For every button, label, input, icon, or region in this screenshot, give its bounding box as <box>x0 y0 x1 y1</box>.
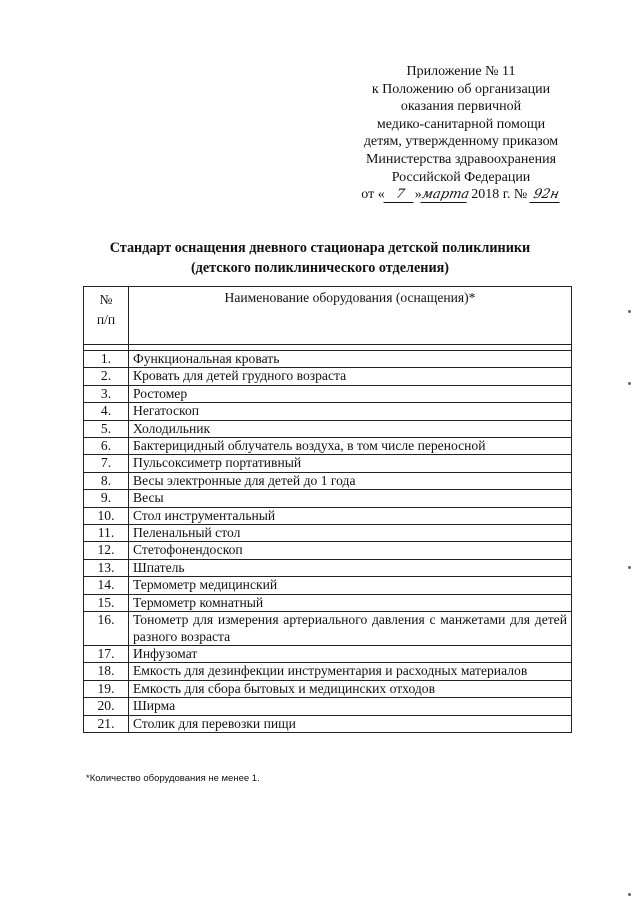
table-row <box>84 455 572 472</box>
row-number: 11. <box>84 525 129 542</box>
row-equipment-name: Ростомер <box>129 385 572 402</box>
row-equipment-name: Инфузомат <box>129 645 572 662</box>
table-row <box>84 351 572 368</box>
date-year: 2018 г. <box>471 187 511 203</box>
row-number: 14. <box>84 577 129 594</box>
table-row <box>84 612 572 646</box>
appendix-line: Приложение № 11 <box>406 64 516 79</box>
appendix-header <box>330 63 592 204</box>
row-number: 19. <box>84 680 129 697</box>
table-row <box>84 542 572 559</box>
table-row <box>84 420 572 437</box>
title-line-1: Стандарт оснащения дневного стационара детской поликлиники <box>109 240 531 256</box>
table-row <box>84 680 572 697</box>
row-number: 10. <box>84 507 129 524</box>
row-number: 8. <box>84 472 129 489</box>
header-name-cell: Наименование оборудования (оснащения)* <box>129 287 572 345</box>
handwritten-month: марта <box>420 187 471 203</box>
table-row <box>84 403 572 420</box>
row-equipment-name: Кровать для детей грудного возраста <box>129 368 572 385</box>
handwritten-day: 7 <box>383 188 416 203</box>
appendix-line: к Положению об организации <box>371 81 551 97</box>
table-row <box>84 559 572 576</box>
appendix-line: детям, утвержденному приказом <box>363 134 559 150</box>
appendix-line: Министерства здравоохранения <box>365 151 557 167</box>
header-number-cell <box>84 287 129 345</box>
row-number: 15. <box>84 594 129 611</box>
row-number: 12. <box>84 542 129 559</box>
appendix-line: медико-санитарной помощи <box>376 116 546 132</box>
row-equipment-name: Пеленальный стол <box>129 525 572 542</box>
row-equipment-name: Стетофонендоскоп <box>129 542 572 559</box>
equipment-table <box>83 286 572 733</box>
row-equipment-name: Термометр комнатный <box>129 594 572 611</box>
table-row <box>84 385 572 402</box>
scan-speck <box>628 566 631 569</box>
row-equipment-name: Весы <box>129 490 572 507</box>
row-number: 6. <box>84 438 129 455</box>
row-number: 18. <box>84 663 129 680</box>
row-number: 1. <box>84 351 129 368</box>
row-equipment-name: Пульсоксиметр портативный <box>129 455 572 472</box>
row-equipment-name: Негатоскоп <box>129 403 572 420</box>
row-equipment-name: Емкость для дезинфекции инструментария и расходных материалов <box>129 663 572 680</box>
table-header-row <box>84 287 572 345</box>
footnote: *Количество оборудования не менее 1. <box>86 773 260 784</box>
table-row <box>84 490 572 507</box>
table-row <box>84 645 572 662</box>
row-number: 5. <box>84 420 129 437</box>
header-number-symbol: № <box>99 292 113 307</box>
row-equipment-name: Функциональная кровать <box>129 351 572 368</box>
row-number: 21. <box>84 715 129 732</box>
table-row <box>84 715 572 732</box>
row-number: 2. <box>84 368 129 385</box>
order-date-line <box>330 186 592 204</box>
handwritten-order-number: 92н <box>529 188 562 203</box>
header-number-abbrev: п/п <box>96 312 116 327</box>
appendix-line: Российской Федерации <box>391 169 531 185</box>
table-row <box>84 438 572 455</box>
order-number-label: № <box>513 187 528 203</box>
date-prefix: от « <box>361 187 385 203</box>
row-number: 4. <box>84 403 129 420</box>
table-row <box>84 368 572 385</box>
table-row <box>84 472 572 489</box>
row-number: 20. <box>84 698 129 715</box>
table-row <box>84 507 572 524</box>
row-equipment-name: Термометр медицинский <box>129 577 572 594</box>
table-row <box>84 594 572 611</box>
row-equipment-name: Стол инструментальный <box>129 507 572 524</box>
row-number: 17. <box>84 645 129 662</box>
row-equipment-name: Тонометр для измерения артериального давления с манжетами для детей разного возраста <box>129 612 572 646</box>
scan-speck <box>628 310 631 313</box>
row-equipment-name: Холодильник <box>129 420 572 437</box>
row-number: 3. <box>84 385 129 402</box>
document-title <box>40 238 600 278</box>
row-number: 9. <box>84 490 129 507</box>
row-number: 7. <box>84 455 129 472</box>
scan-speck <box>628 893 631 896</box>
row-number: 13. <box>84 559 129 576</box>
appendix-line: оказания первичной <box>400 99 522 115</box>
scan-speck <box>628 382 631 385</box>
table-row <box>84 698 572 715</box>
row-equipment-name: Весы электронные для детей до 1 года <box>129 472 572 489</box>
date-mid: » <box>414 187 422 203</box>
table-row <box>84 577 572 594</box>
table-row <box>84 663 572 680</box>
table-row <box>84 525 572 542</box>
title-line-2: (детского поликлинического отделения) <box>190 260 450 276</box>
row-number: 16. <box>84 612 129 646</box>
row-equipment-name: Ширма <box>129 698 572 715</box>
row-equipment-name: Бактерицидный облучатель воздуха, в том числе переносной <box>129 438 572 455</box>
row-equipment-name: Столик для перевозки пищи <box>129 715 572 732</box>
row-equipment-name: Шпатель <box>129 559 572 576</box>
row-equipment-name: Емкость для сбора бытовых и медицинских отходов <box>129 680 572 697</box>
